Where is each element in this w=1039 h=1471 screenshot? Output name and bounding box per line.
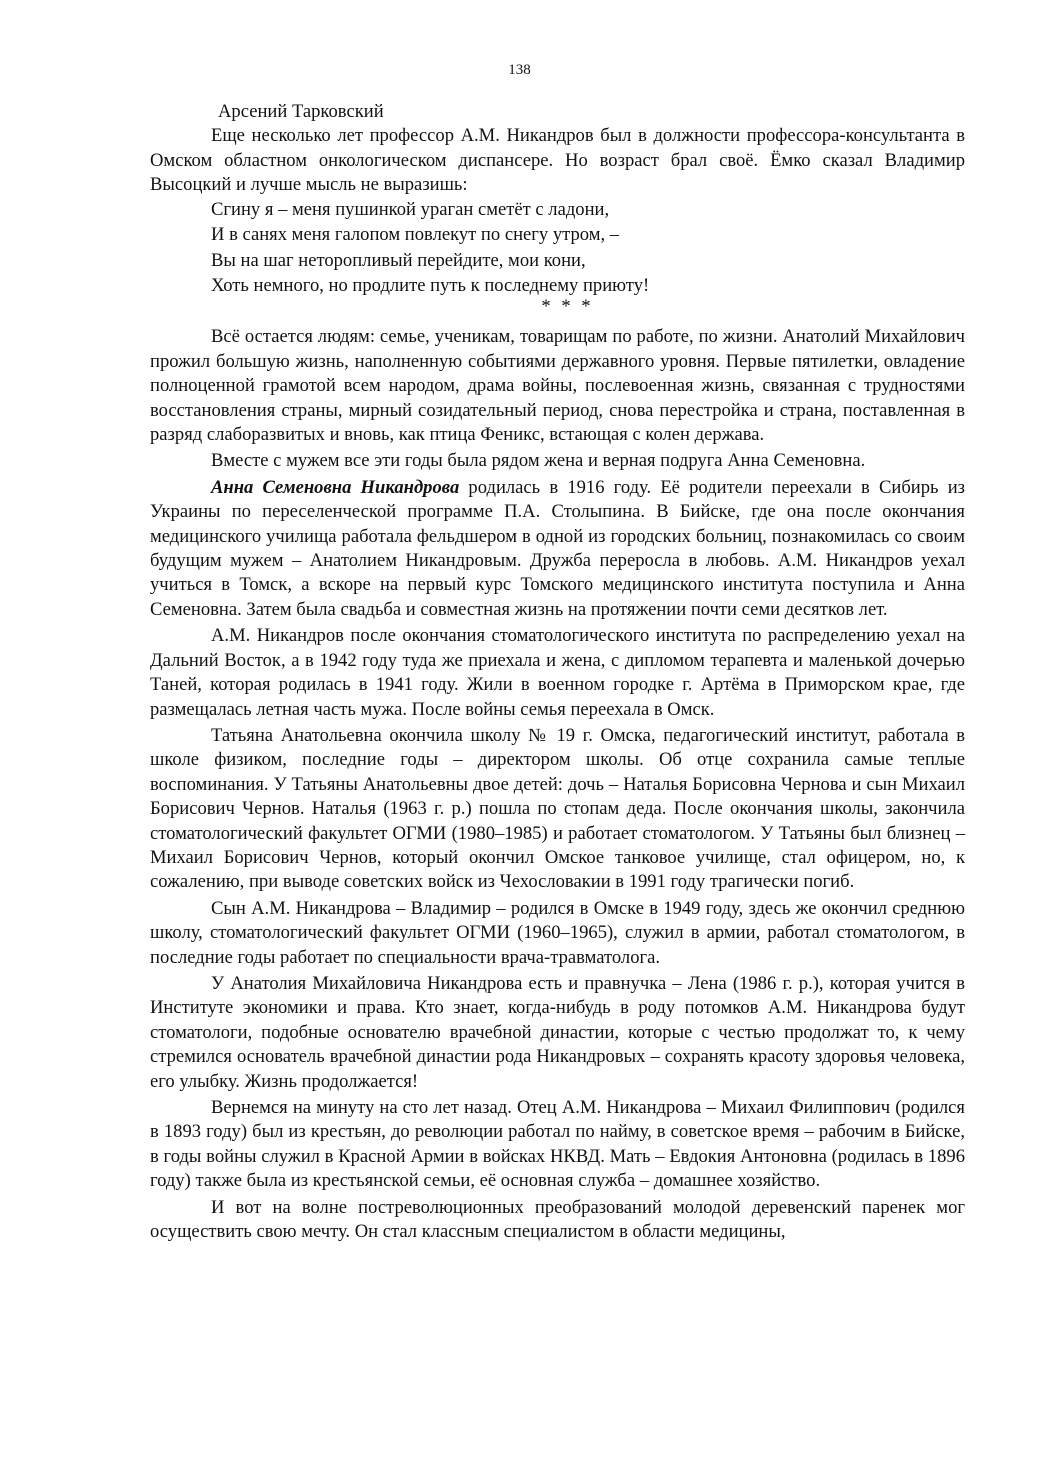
paragraph-tatiana: Татьяна Анатольевна окончила школу № 19 г. Омска, педагогический институт, работала в школе физиком, последние годы – директором школы. Об отце сохранила самые теплые воспоминания. У Татьяны Анатольевны двое детей: дочь – Наталья Борисовна Чернова и сын Михаил Борисович Чернов. Наталья (1963 г. р.) пошла по стопам деда. После окончания школы, закончила стоматологический факультет ОГМИ (1980–1985) и работает стоматологом. У Татьяны был близнец – Михаил Борисович Чернов, который окончил Омское танковое училище, стал офицером, но, к сожалению, при выводе советских войск из Чехословакии в 1991 году трагически погиб. bbox=[150, 724, 965, 893]
paragraph-vladimir: Сын А.М. Никандрова – Владимир – родился в Омске в 1949 году, здесь же окончил среднюю школу, стоматологический факультет ОГМИ (1960–1965), служил в армии, работал стоматологом, в последние годы работает по специальности врача-травматолога. bbox=[150, 897, 965, 968]
wife-name: Анна Семеновна Никандрова bbox=[211, 476, 460, 498]
paragraph-wife-intro: Вместе с мужем все эти годы была рядом жена и верная подруга Анна Семеновна. bbox=[211, 450, 866, 472]
poem-line: Вы на шаг неторопливый перейдите, мои кони, bbox=[211, 249, 586, 271]
wife-biography: родилась в 1916 году. Её родители переехали в Сибирь из Украины по переселенческой программе П.А. Столыпина. В Бийске, где она после окончания медицинского училища работала фельдшером в одной из городских больниц, познакомилась со своим будущим мужем – Анатолием Никандровым. Дружба переросла в любовь. А.М. Никандров уехал учиться в Томск, а вскоре на первый курс Томского медицинского института поступила и Анна Семеновна. Затем была свадьба и совместная жизнь на протяжении почти семи десятков лет. bbox=[150, 476, 965, 620]
paragraph-far-east: А.М. Никандров после окончания стоматологического института по распределению уехал на Дальний Восток, а в 1942 году туда же приехала и жена, с дипломом терапевта и маленькой дочерью Таней, которая родилась в 1941 году. Жили в военном городке г. Артёма в Приморском крае, где размещалась летная часть мужа. После войны семья переехала в Омск. bbox=[150, 625, 965, 720]
section-separator: * * * bbox=[541, 296, 594, 317]
paragraph-legacy: Всё остается людям: семье, ученикам, товарищам по работе, по жизни. Анатолий Михайлович прожил большую жизнь, наполненную событиями державного уровня. Первые пятилетки, овладение полноценной грамотой всем народом, драма войны, послевоенная жизнь, связанная с трудностями восстановления страны, мирный созидательный период, снова перестройка и страна, поставленная в разряд слаборазвитых и вновь, как птица Феникс, встающая с колен держава. bbox=[150, 326, 965, 446]
poem-line: Хоть немного, но продлите путь к последнему приюту! bbox=[211, 275, 650, 297]
paragraph-parents: Вернемся на минуту на сто лет назад. Отец А.М. Никандрова – Михаил Филиппович (родился в 1893 году) был из крестьян, до революции работал по найму, в советское время – рабочим в Бийске, в годы войны служил в Красной Армии в войсках НКВД. Мать – Евдокия Антоновна (родилась в 1896 году) также была из крестьянской семьи, её основная служба – домашнее хозяйство. bbox=[150, 1097, 965, 1192]
page-body bbox=[150, 100, 965, 1244]
poem-quote bbox=[150, 198, 965, 299]
poem-line: Сгину я – меня пушинкой ураган сметёт с ладони, bbox=[211, 198, 610, 220]
poem-line: И в санях меня галопом повлекут по снегу утром, – bbox=[211, 224, 620, 246]
paragraph-wife bbox=[150, 476, 965, 622]
epigraph-author: Арсений Тарковский bbox=[218, 101, 384, 122]
paragraph-final: И вот на волне постреволюционных преобразований молодой деревенский паренек мог осуществить свою мечту. Он стал классным специалистом в области медицины, bbox=[150, 1196, 965, 1243]
page-number: 138 bbox=[508, 62, 531, 78]
paragraph-intro: Еще несколько лет профессор А.М. Никандров был в должности профессора-консультанта в Омском областном онкологическом диспансере. Но возраст брал своё. Ёмко сказал Владимир Высоцкий и лучше мысль не выразишь: bbox=[150, 125, 965, 196]
paragraph-lena: У Анатолия Михайловича Никандрова есть и правнучка – Лена (1986 г. р.), которая учится в Институте экономики и права. Кто знает, когда-нибудь в роду потомков А.М. Никандрова будут стоматологи, подобные основателю врачебной династии, которые с честью продолжат то, к чему стремился основатель врачебной династии рода Никандровых – сохранять красоту здоровья человека, его улыбку. Жизнь продолжается! bbox=[150, 972, 965, 1092]
